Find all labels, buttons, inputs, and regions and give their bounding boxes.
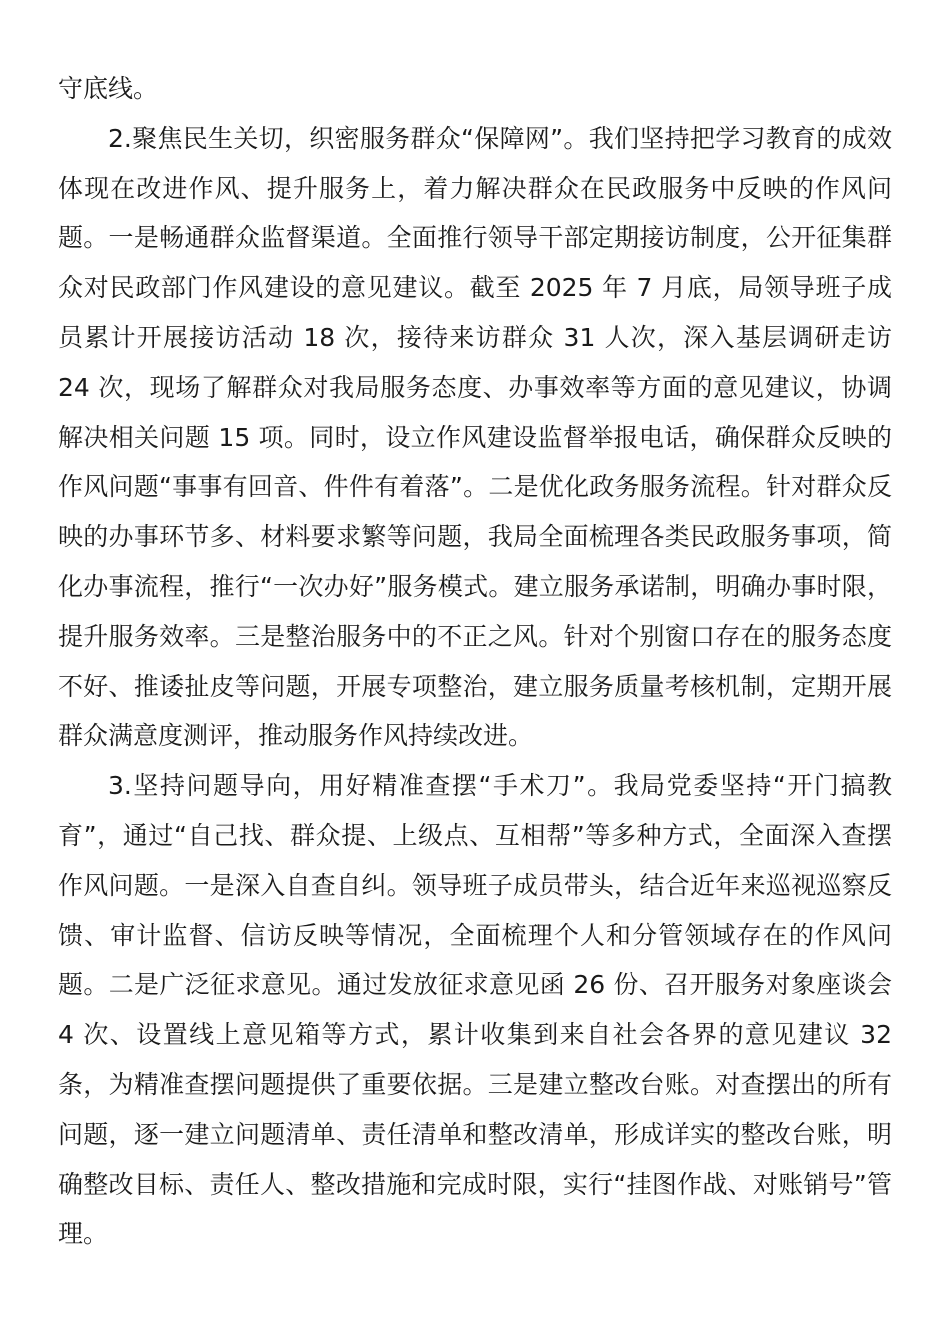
paragraph-continuation: 守底线。 [58,74,159,103]
paragraph-problem-oriented: 3.坚持问题导向，用好精准查摆“手术刀”。我局党委坚持“开门搞教育”，通过“自己找、群众提、上级点、互相帮”等多种方式，全面深入查摆作风问题。一是深入自查自纠。领导班子成员带头，结合近年来巡视巡察反馈、审计监督、信访反映等情况，全面梳理个人和分管领域存在的作风问题。二是广泛征求意见。通过发放征求意见函 26 份、召开服务对象座谈会 4 次、设置线上意见箱等方式，累计收集到来自社会各界的意见建议 32 条，为精准查摆问题提供了重要依据。三是建立整改台账。对查摆出的所有问题，逐一建立问题清单、责任清单和整改清单，形成详实的整改台账，明确整改目标、责任人、整改措施和完成时限，实行“挂图作战、对账销号”管理。 [58,771,892,1249]
paragraph-livelihood-service: 2.聚焦民生关切，织密服务群众“保障网”。我们坚持把学习教育的成效体现在改进作风、提升服务上，着力解决群众在民政服务中反映的作风问题。一是畅通群众监督渠道。全面推行领导干部定期接访制度，公开征集群众对民政部门作风建设的意见建议。截至 2025 年 7 月底，局领导班子成员累计开展接访活动 18 次，接待来访群众 31 人次，深入基层调研走访 24 次，现场了解群众对我局服务态度、办事效率等方面的意见建议，协调解决相关问题 15 项。同时，设立作风建设监督举报电话，确保群众反映的作风问题“事事有回音、件件有着落”。二是优化政务服务流程。针对群众反映的办事环节多、材料要求繁等问题，我局全面梳理各类民政服务事项，简化办事流程，推行“一次办好”服务模式。建立服务承诺制，明确办事时限，提升服务效率。三是整治服务中的不正之风。针对个别窗口存在的服务态度不好、推诿扯皮等问题，开展专项整治，建立服务质量考核机制，定期开展群众满意度测评，推动服务作风持续改进。 [58,123,892,751]
document-page [58,64,892,1259]
